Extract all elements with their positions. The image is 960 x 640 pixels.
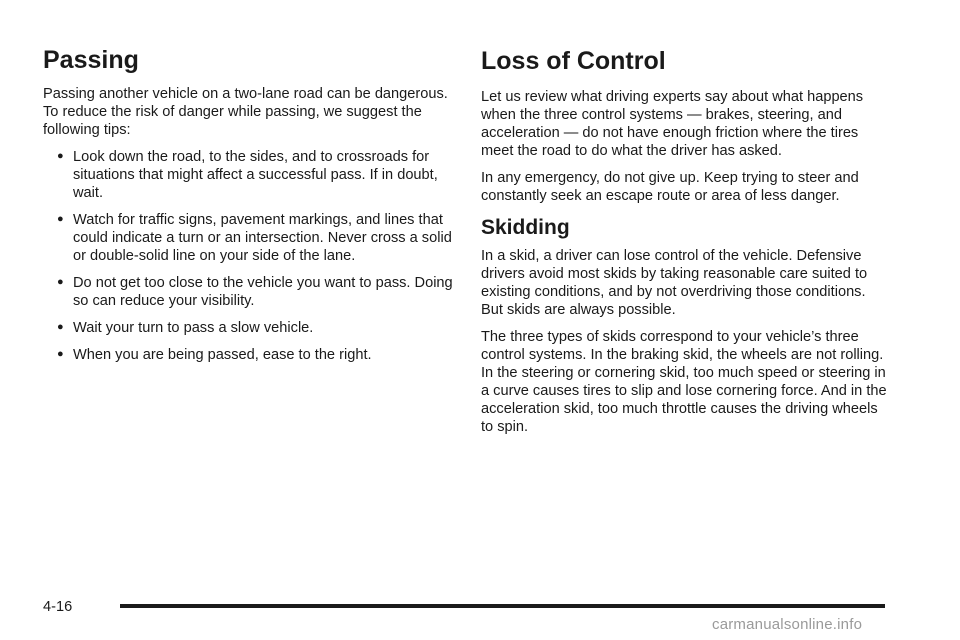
watermark: carmanualsonline.info bbox=[712, 616, 863, 633]
footer-rule bbox=[120, 604, 885, 608]
loss-of-control-paragraph: Let us review what driving experts say about what happens when the three control systems — brakes, steering, and acceleration — do not have enough friction where the tires meet the road to do what the driver has asked. bbox=[481, 89, 864, 159]
loss-of-control-paragraph: In any emergency, do not give up. Keep trying to steer and constantly seek an escape route or area of less danger. bbox=[481, 170, 859, 204]
tip-text: Look down the road, to the sides, and to crossroads for situations that might affect a successful pass. If in doubt, wait. bbox=[73, 149, 438, 201]
list-item bbox=[43, 211, 453, 265]
right-column bbox=[481, 0, 891, 445]
bullet-icon: ● bbox=[57, 276, 64, 288]
list-item bbox=[43, 319, 453, 337]
tip-text: When you are being passed, ease to the right. bbox=[73, 347, 372, 363]
list-item bbox=[43, 346, 453, 364]
page-number: 4-16 bbox=[43, 599, 73, 615]
bullet-icon: ● bbox=[57, 213, 64, 225]
tip-text: Do not get too close to the vehicle you want to pass. Doing so can reduce your visibility. bbox=[73, 275, 453, 309]
list-item bbox=[43, 148, 453, 202]
section-title-loss-of-control: Loss of Control bbox=[481, 47, 666, 75]
bullet-icon: ● bbox=[57, 348, 64, 360]
passing-intro: Passing another vehicle on a two-lane road can be dangerous. To reduce the risk of danger while passing, we suggest the following tips: bbox=[43, 86, 448, 138]
passing-tips-list bbox=[43, 148, 453, 364]
skidding-paragraph: The three types of skids correspond to your vehicle’s three control systems. In the braking skid, the wheels are not rolling. In the steering or cornering skid, too much speed or steering in a curve causes tires to slip and lose cornering force. And in the acceleration skid, too much throttle causes the driving wheels to spin. bbox=[481, 329, 887, 435]
tip-text: Wait your turn to pass a slow vehicle. bbox=[73, 320, 314, 336]
tip-text: Watch for traffic signs, pavement markings, and lines that could indicate a turn or an intersection. Never cross a solid or double-solid line on your side of the lane. bbox=[73, 212, 452, 264]
left-column bbox=[43, 0, 453, 373]
bullet-icon: ● bbox=[57, 321, 64, 333]
subsection-title-skidding: Skidding bbox=[481, 216, 570, 239]
skidding-paragraph: In a skid, a driver can lose control of the vehicle. Defensive drivers avoid most skids by taking reasonable care suited to existing conditions, and by not overdriving those conditions. But skids are always possible. bbox=[481, 248, 868, 318]
section-title-passing: Passing bbox=[43, 46, 139, 74]
list-item bbox=[43, 274, 453, 310]
bullet-icon: ● bbox=[57, 150, 64, 162]
